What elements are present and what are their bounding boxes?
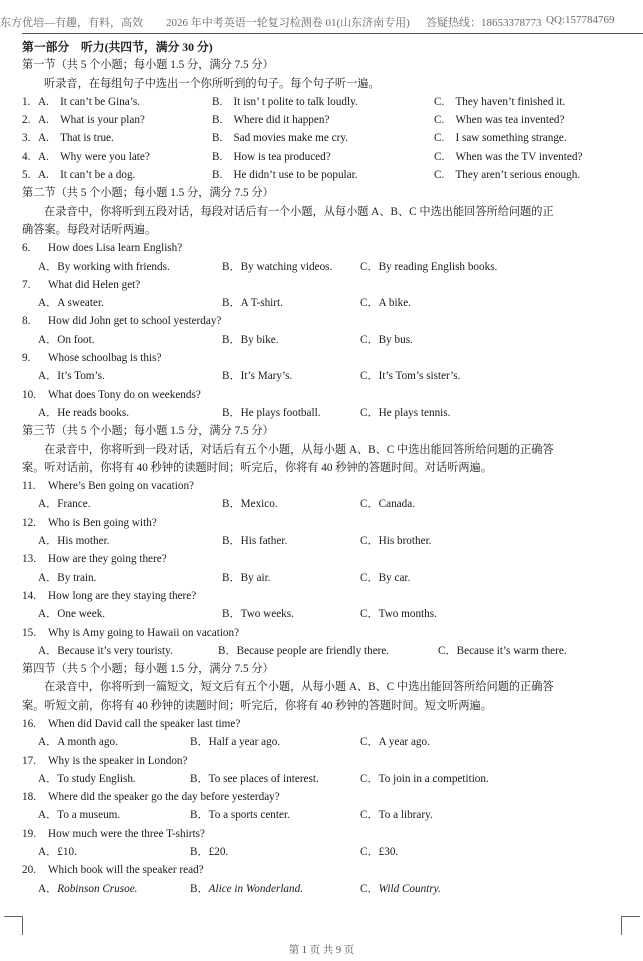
header-brand: 东方优培—有趣，有料，高效 [0,17,143,29]
option-label: C．To a library. [360,809,433,822]
question-text: What does Tony do on weekends? [48,388,201,401]
option-a [38,770,136,788]
question-row [22,111,622,129]
option-b: B. Where did it happen? [212,114,330,127]
option-label: C．Because it’s warm there. [438,644,567,657]
question-text: What did Helen get? [48,278,141,291]
option-c [360,367,460,385]
option-c [360,404,450,422]
section-1-questions [22,93,622,184]
part-title: 第一部分 听力(共四节，满分 30 分) [22,40,213,54]
option-c [360,605,437,623]
question-stem [22,624,622,642]
section-2-questions [22,239,622,422]
option-label: C．By bus. [360,333,413,346]
option-c [360,294,411,312]
question-number: 15. [22,626,36,639]
question-number: 11. [22,480,36,493]
option-c [360,495,415,513]
question-number: 20. [22,864,36,877]
question-stem [22,825,622,843]
option-a [38,733,118,751]
question-number: 1. [22,95,31,108]
options-row [22,770,622,788]
option-c [360,843,398,861]
page-content [22,38,622,898]
options-row [22,495,622,513]
section-1-title: 第一节（共 5 个小题；每小题 1.5 分，满分 7.5 分） [22,59,274,72]
option-label: B．To a sports center. [190,809,290,822]
question-stem [22,477,622,495]
option-label: A．One week. [38,608,106,621]
option-b [190,843,228,861]
options-row [22,258,622,276]
option-a: A. That is true. [38,132,114,145]
option-label: A．His mother. [38,535,110,548]
option-b: B. Sad movies make me cry. [212,132,348,145]
option-label: C．Two months. [360,608,437,621]
section-1-instruction: 听录音，在每组句子中选出一个你所听到的句子。每个句子听一遍。 [44,77,380,90]
question-number: 17. [22,754,36,767]
section-3-title: 第三节（共 5 个小题；每小题 1.5 分，满分 7.5 分） [22,425,274,438]
question-text: How long are they staying there? [48,589,197,602]
option-label: C．Canada. [360,498,415,511]
option-label: A．A month ago. [38,736,118,749]
options-row [22,806,622,824]
option-a: A. Why were you late? [38,150,150,163]
question-row [22,93,622,111]
option-label: C．A year ago. [360,736,430,749]
option-c: C. I saw something strange. [434,132,567,145]
option-label: B．By air. [222,571,271,584]
question-row [22,166,622,184]
question-stem [22,349,622,367]
option-a [38,258,170,276]
question-stem [22,587,622,605]
option-c [360,331,413,349]
option-label: B． [190,882,209,895]
option-a [38,569,96,587]
header-exam-title: 2026 年中考英语一轮复习检测卷 01(山东济南专用) [166,17,410,29]
question-text: Where did the speaker go the day before yesterday? [48,791,280,804]
option-label: B．Half a year ago. [190,736,281,749]
option-b [222,569,270,587]
option-label: C．£30. [360,846,399,859]
header-hotline: 答疑热线：18653378773 [426,17,542,29]
option-b [222,258,332,276]
question-text: Why is the speaker in London? [48,754,188,767]
options-row [22,605,622,623]
option-label: B．It’s Mary’s. [222,370,293,383]
question-stem [22,239,622,257]
option-b [222,294,283,312]
question-text: Where’s Ben going on vacation? [48,480,195,493]
option-label: A．To study English. [38,772,136,785]
options-row [22,331,622,349]
section-4-questions [22,715,622,898]
option-b [190,806,290,824]
question-text: How does Lisa learn English? [48,242,183,255]
question-number: 19. [22,827,36,840]
option-b [222,605,294,623]
option-c: C. They aren’t serious enough. [434,169,581,182]
option-label: A．On foot. [38,333,95,346]
option-label: B．To see places of interest. [190,772,319,785]
option-label: A．France. [38,498,91,511]
section-4-title: 第四节（共 5 个小题；每小题 1.5 分，满分 7.5 分） [22,663,274,676]
option-a: A. It can’t be a dog. [38,169,136,182]
section-4-instruction-1: 在录音中，你将听到一篇短文，短文后有五个小题，从每小题 A、B、C 中选出能回答所给问题的正确答 [44,681,554,694]
question-text: How did John get to school yesterday? [48,315,222,328]
option-a [38,532,109,550]
option-label: B．Mexico. [222,498,278,511]
option-b: B. He didn’t use to be popular. [212,169,358,182]
option-b [222,404,321,422]
section-2-instruction-2: 确答案。每段对话听两遍。 [22,223,157,236]
options-row [22,880,622,898]
option-c [360,258,497,276]
option-c: C. When was the TV invented? [434,150,583,163]
question-text: Which book will the speaker read? [48,864,204,877]
option-a [38,806,120,824]
question-number: 10. [22,388,36,401]
option-label: A．£10. [38,846,77,859]
options-row [22,733,622,751]
option-book-title: Robinson Crusoe. [57,882,138,895]
option-label: A． [38,882,58,895]
option-b [218,642,389,660]
header-qq: QQ:157784769 [546,14,615,26]
question-number: 7. [22,278,31,291]
option-label: B．A T-shirt. [222,297,283,310]
question-number: 2. [22,114,31,127]
option-label: A．By train. [38,571,97,584]
question-row [22,129,622,147]
option-b [190,880,303,898]
crop-mark-right [621,916,640,935]
option-b: B. How is tea produced? [212,150,331,163]
option-a [38,605,105,623]
option-label: C．To join in a competition. [360,772,489,785]
option-a: A. What is your plan? [38,114,145,127]
section-4-instruction-2: 案。听短文前，你将有 40 秒钟的读题时间；听完后，你将有 40 秒钟的答题时间。短文听两遍。 [22,699,492,712]
question-number: 9. [22,352,31,365]
option-b [222,331,279,349]
option-c [360,880,441,898]
option-label: C．By reading English books. [360,260,498,273]
question-number: 5. [22,169,31,182]
option-book-title: Alice in Wonderland. [208,882,304,895]
option-c: C. They haven’t finished it. [434,95,566,108]
option-label: A．A sweater. [38,297,104,310]
option-label: A．To a museum. [38,809,121,822]
options-row [22,404,622,422]
section-3-questions [22,477,622,660]
options-row [22,294,622,312]
option-book-title: Wild Country. [378,882,441,895]
option-label: C．A bike. [360,297,411,310]
question-text: How are they going there? [48,553,167,566]
question-number: 3. [22,132,31,145]
question-text: Who is Ben going with? [48,516,157,529]
option-b [222,495,278,513]
question-stem [22,752,622,770]
option-label: B．By watching videos. [222,260,333,273]
section-3-instruction-1: 在录音中，你将听到一段对话，对话后有五个小题，从每小题 A、B、C 中选出能回答所给问题的正确答 [44,443,554,456]
question-number: 18. [22,791,36,804]
option-b [190,733,280,751]
option-a: A. It can’t be Gina’s. [38,95,141,108]
crop-mark-left [4,916,23,935]
option-label: B．He plays football. [222,406,321,419]
question-number: 14. [22,589,36,602]
option-c: C. When was tea invented? [434,114,565,127]
section-3-instruction-2: 案。听对话前，你将有 40 秒钟的读题时间；听完后，你将有 40 秒钟的答题时间。对话听两遍。 [22,461,492,474]
option-label: B．By bike. [222,333,279,346]
option-a [38,294,104,312]
question-stem [22,276,622,294]
option-label: B．Because people are friendly there. [218,644,390,657]
question-stem [22,514,622,532]
option-a [38,367,105,385]
option-c [360,569,410,587]
option-label: B．His father. [222,535,288,548]
option-label: A．It’s Tom’s. [38,370,105,383]
option-a [38,495,91,513]
section-2-title: 第二节（共 5 个小题；每小题 1.5 分，满分 7.5 分） [22,187,274,200]
option-label: A．By working with friends. [38,260,170,273]
option-a [38,843,77,861]
question-stem [22,386,622,404]
option-b [222,367,292,385]
option-a [38,404,129,422]
option-label: C．By car. [360,571,411,584]
options-row [22,367,622,385]
header-divider [22,33,643,34]
question-text: Why is Amy going to Hawaii on vacation? [48,626,240,639]
section-2-instruction-1: 在录音中，你将听到五段对话，每段对话后有一个小题，从每小题 A、B、C 中选出能回答所给问题的正 [44,205,554,218]
option-b [190,770,319,788]
question-number: 12. [22,516,36,529]
option-a [38,642,173,660]
option-label: C． [360,882,379,895]
option-c [360,733,430,751]
question-number: 8. [22,315,31,328]
question-stem [22,715,622,733]
option-label: C．He plays tennis. [360,406,451,419]
option-label: A．He reads books. [38,406,130,419]
question-stem [22,312,622,330]
option-c [360,770,489,788]
question-text: How much were the three T-shirts? [48,827,205,840]
question-text: Whose schoolbag is this? [48,352,162,365]
option-label: C．His brother. [360,535,432,548]
question-number: 6. [22,242,31,255]
option-b: B. It isn’ t polite to talk loudly. [212,95,358,108]
option-a [38,331,95,349]
question-number: 13. [22,553,36,566]
option-label: B．Two weeks. [222,608,294,621]
option-c [360,532,431,550]
options-row [22,569,622,587]
option-label: C．It’s Tom’s sister’s. [360,370,461,383]
option-b [222,532,287,550]
question-stem [22,861,622,879]
option-label: A．Because it’s very touristy. [38,644,173,657]
question-number: 16. [22,717,36,730]
page-footer: 第 1 页 共 9 页 [288,945,355,956]
options-row [22,642,622,660]
options-row [22,843,622,861]
option-a [38,880,137,898]
question-text: When did David call the speaker last time? [48,717,241,730]
option-c [360,806,433,824]
question-number: 4. [22,150,31,163]
page-header [0,14,643,34]
question-stem [22,788,622,806]
option-c [438,642,567,660]
question-stem [22,550,622,568]
question-row [22,148,622,166]
option-label: B．£20. [190,846,229,859]
options-row [22,532,622,550]
